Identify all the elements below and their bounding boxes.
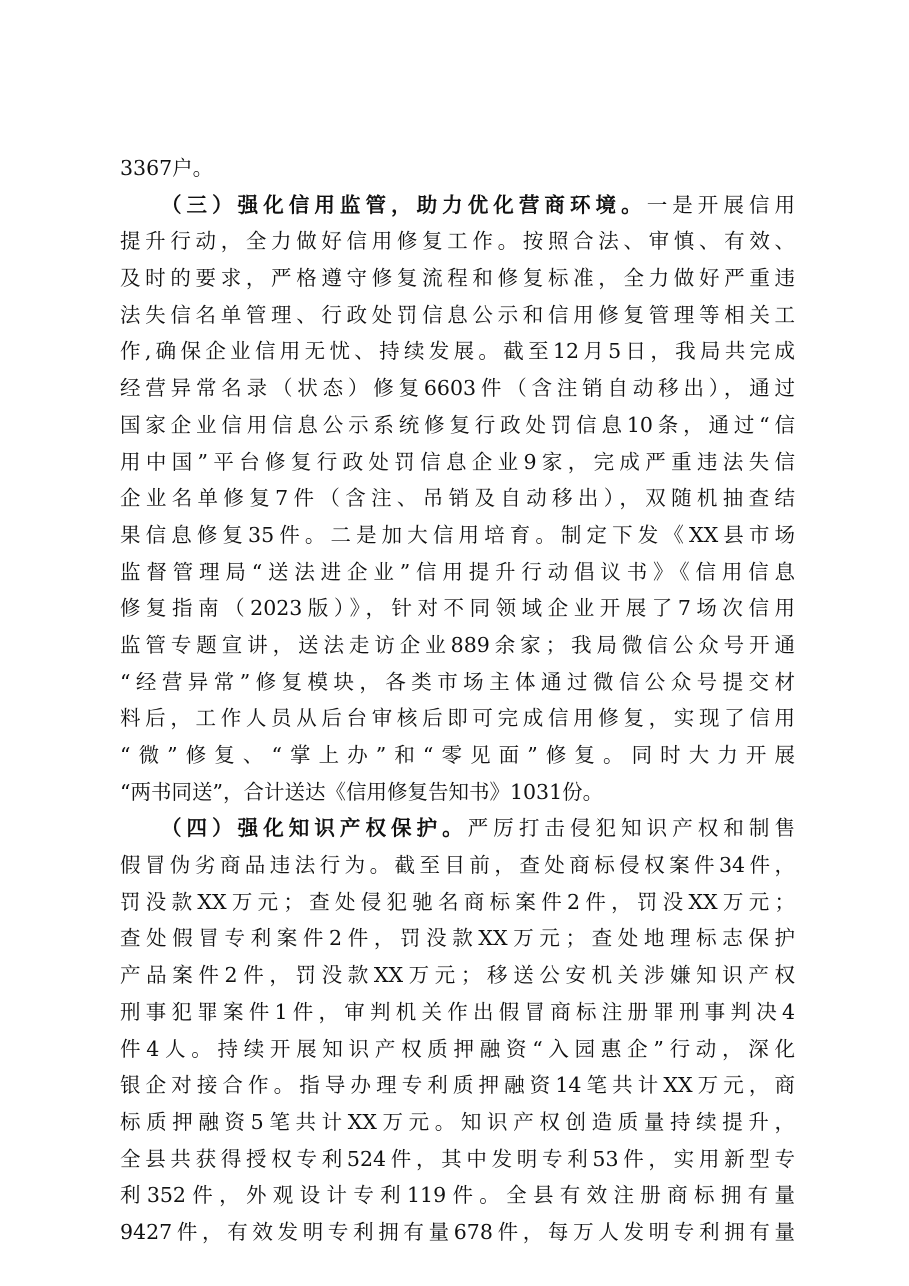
section-heading-text: （三）强化信用监管，助力优化营商环境。 xyxy=(161,192,647,217)
text-line: 假冒伪劣商品违法行为。截至目前，查处商标侵权案件34件， xyxy=(120,853,795,878)
text-line: 3367户。 xyxy=(120,156,214,180)
text-line: 用中国”平台修复行政处罚信息企业9家，完成严重违法失信 xyxy=(120,449,795,474)
text-line: 提升行动，全力做好信用修复工作。按照合法、审慎、有效、 xyxy=(120,229,795,254)
text-line: 监督管理局“送法进企业”信用提升行动倡议书》《信用信息 xyxy=(120,559,795,584)
text-line: 监管专题宣讲，送法走访企业889余家；我局微信公众号开通 xyxy=(120,632,795,657)
document-body xyxy=(120,150,795,1251)
text-line: 9427件，有效发明专利拥有量678件，每万人发明专利拥有量 xyxy=(120,1219,795,1244)
section-heading-text: （四）强化知识产权保护。 xyxy=(161,816,468,841)
text-line: 修复指南（2023版）》，针对不同领域企业开展了7场次信用 xyxy=(120,596,795,621)
text-line: 查处假冒专利案件2件，罚没款XX万元；查处地理标志保护 xyxy=(120,926,795,951)
section-body-text: 一是开展信用 xyxy=(646,192,795,217)
text-line: 国家企业信用信息公示系统修复行政处罚信息10条，通过“信 xyxy=(120,412,795,437)
text-line: 产品案件2件，罚没款XX万元；移送公安机关涉嫌知识产权 xyxy=(120,963,795,988)
section-heading-line xyxy=(120,187,795,224)
text-line: “微”修复、“掌上办”和“零见面”修复。同时大力开展 xyxy=(120,743,795,767)
text-line: 利352件，外观设计专利119件。全县有效注册商标拥有量 xyxy=(120,1183,795,1208)
text-line: 及时的要求，严格遵守修复流程和修复标准，全力做好严重违 xyxy=(120,266,795,291)
text-line: 企业名单修复7件（含注、吊销及自动移出），双随机抽查结 xyxy=(120,486,795,511)
text-line: 刑事犯罪案件1件，审判机关作出假冒商标注册罪刑事判决4 xyxy=(120,999,795,1024)
text-line: 全县共获得授权专利524件，其中发明专利53件，实用新型专 xyxy=(120,1146,795,1171)
text-line: 经营异常名录（状态）修复6603件（含注销自动移出），通过 xyxy=(120,376,795,401)
text-line: 银企对接合作。指导办理专利质押融资14笔共计XX万元，商 xyxy=(120,1073,795,1098)
text-line: 罚没款XX万元；查处侵犯驰名商标案件2件，罚没XX万元； xyxy=(120,889,795,914)
section-heading-line xyxy=(120,810,795,847)
text-line: 作,确保企业信用无忧、持续发展。截至12月5日，我局共完成 xyxy=(120,339,795,364)
section-body-text: 严厉打击侵犯知识产权和制售 xyxy=(467,816,795,841)
text-line: 料后，工作人员从后台审核后即可完成信用修复，实现了信用 xyxy=(120,706,795,731)
text-line: 件4人。持续开展知识产权质押融资“入园惠企”行动，深化 xyxy=(120,1036,795,1061)
text-line: 果信息修复35件。二是加大信用培育。制定下发《XX县市场 xyxy=(120,522,795,547)
text-line: “经营异常”修复模块，各类市场主体通过微信公众号提交材 xyxy=(120,669,795,694)
text-line: “两书同送”，合计送达《信用修复告知书》1031份。 xyxy=(120,779,604,804)
text-line: 法失信名单管理、行政处罚信息公示和信用修复管理等相关工 xyxy=(120,302,795,327)
text-line: 标质押融资5笔共计XX万元。知识产权创造质量持续提升， xyxy=(120,1109,795,1134)
